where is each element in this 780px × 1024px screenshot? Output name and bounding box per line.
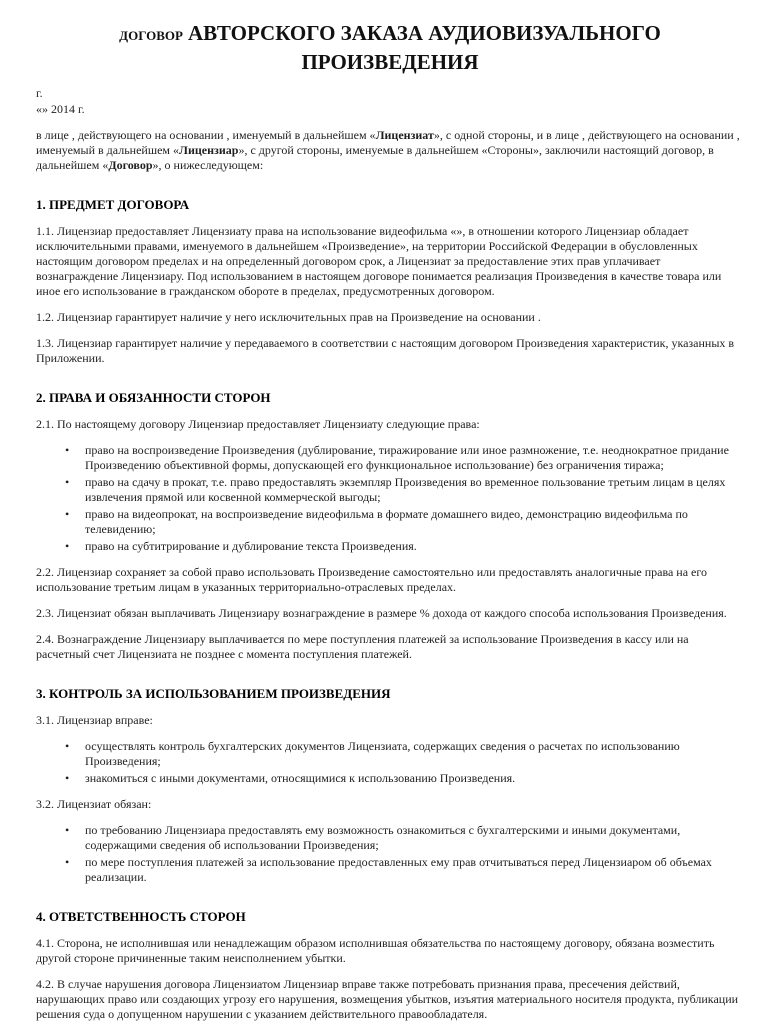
clause-paragraph: 2.4. Вознаграждение Лицензиару выплачивается по мере поступления платежей за использование Произведения в кассу или на расчетный счет Лицензиата не позднее с момента поступления платежей. (36, 632, 689, 661)
intro-text-run: в лице , действующего на основании , именуемый в дальнейшем « (36, 128, 376, 142)
list-item (36, 823, 744, 853)
clause-list (36, 739, 744, 786)
clause-paragraph: 4.2. В случае нарушения договора Лицензиатом Лицензиар вправе также потребовать признания права, пресечения действий, нарушающих право или создающих угрозу его нарушения, возмещения убытков, изъятия материального носителя продукта, публикации решения суда о допущенном нарушении с указанием действительного правообладателя. (36, 977, 739, 1021)
intro-text-run: », о нижеследующем: (152, 158, 264, 172)
clause-paragraph: 1.3. Лицензиар гарантирует наличие у передаваемого в соответствии с настоящим договором Произведения характеристик, указанных в Приложении. (36, 336, 735, 365)
list-item (36, 475, 744, 505)
bullet-icon: • (65, 855, 70, 869)
clause-paragraph: 3.1. Лицензиар вправе: (36, 713, 153, 727)
city-line: г. (36, 86, 43, 100)
list-item (36, 507, 744, 537)
list-item-text: право на субтитрирование и дублирование текста Произведения. (85, 539, 417, 553)
bullet-icon: • (65, 507, 70, 521)
clause-paragraph: 1.1. Лицензиар предоставляет Лицензиату права на использование видеофильма «», в отношении которого Лицензиар обладает исключительными правами, именуемого в дальнейшем «Произведение», на территории Российской Федерации в обусловленных настоящим договором пределах и на определенный договором срок, а Лицензиат за предоставление этих прав уплачивает вознаграждение Лицензиару. Под использованием в настоящем договоре понимается реализация Произведения в качестве товара или иное его использование в гражданском обороте в пределах, предусмотренных договором. (36, 224, 722, 298)
list-item (36, 855, 744, 885)
clause-paragraph: 2.1. По настоящему договору Лицензиар предоставляет Лицензиату следующие права: (36, 417, 480, 431)
bullet-icon: • (65, 475, 70, 489)
intro-text-run: », с одной стороны, и в лице , действующего на основании , именуемый в дальнейшем « (36, 128, 740, 157)
section-heading: 1. ПРЕДМЕТ ДОГОВОРА (36, 197, 190, 212)
document-sections (36, 197, 744, 1022)
list-item (36, 443, 744, 473)
defined-term: Лицензиат (375, 128, 434, 142)
clause-paragraph: 1.2. Лицензиар гарантирует наличие у него исключительных прав на Произведение на основании . (36, 310, 541, 324)
bullet-icon: • (65, 771, 70, 785)
bullet-icon: • (65, 739, 70, 753)
section-heading: 2. ПРАВА И ОБЯЗАННОСТИ СТОРОН (36, 390, 271, 405)
bullet-icon: • (65, 443, 70, 457)
date-line: «» 2014 г. (36, 102, 85, 116)
list-item-text: по мере поступления платежей за использование предоставленных ему прав отчитываться перед Лицензиаром об объемах реализации. (85, 855, 712, 884)
document-title (65, 20, 715, 75)
list-item-text: знакомиться с иными документами, относящимися к использованию Произведения. (85, 771, 516, 785)
list-item-text: право на видеопрокат, на воспроизведение видеофильма в формате домашнего видео, демонстрацию видеофильма по телевидению; (85, 507, 688, 536)
bullet-icon: • (65, 539, 70, 553)
list-item-text: право на воспроизведение Произведения (дублирование, тиражирование или иное размножение, т.е. неоднократное придание Произведению объективной формы, допускающей его функциональное использование) без ограничения тиража; (85, 443, 729, 472)
list-item-text: по требованию Лицензиара предоставлять ему возможность ознакомиться с бухгалтерскими и иными документами, содержащими сведения об использовании Произведения; (85, 823, 681, 852)
list-item (36, 771, 744, 786)
intro-text-run: », с другой стороны, именуемые в дальнейшем «Стороны», заключили настоящий договор, в дальнейшем « (36, 143, 714, 172)
document-title-main: АВТОРСКОГО ЗАКАЗА АУДИОВИЗУАЛЬНОГО ПРОИЗВЕДЕНИЯ (187, 21, 661, 74)
clause-list (36, 823, 744, 885)
clause-paragraph: 4.1. Сторона, не исполнившая или ненадлежащим образом исполнившая обязательства по настоящему договору, обязана возместить другой стороне причиненные таким неисполнением убытки. (36, 936, 715, 965)
clause-paragraph: 3.2. Лицензиат обязан: (36, 797, 152, 811)
section-heading: 3. КОНТРОЛЬ ЗА ИСПОЛЬЗОВАНИЕМ ПРОИЗВЕДЕНИЯ (36, 686, 391, 701)
list-item-text: осуществлять контроль бухгалтерских документов Лицензиата, содержащих сведения о расчетах по использованию Произведения; (85, 739, 680, 768)
list-item (36, 739, 744, 769)
list-item-text: право на сдачу в прокат, т.е. право предоставлять экземпляр Произведения во временное пользование третьим лицам в целях извлечения прямой или косвенной коммерческой выгоды; (85, 475, 726, 504)
intro-paragraph (36, 128, 744, 173)
section-heading: 4. ОТВЕТСТВЕННОСТЬ СТОРОН (36, 909, 246, 924)
clause-list (36, 443, 744, 554)
bullet-icon: • (65, 823, 70, 837)
document-title-prefix: ДОГОВОР (119, 28, 183, 43)
clause-paragraph: 2.3. Лицензиат обязан выплачивать Лицензиару вознаграждение в размере % дохода от каждого способа использования Произведения. (36, 606, 727, 620)
defined-term: Договор (108, 158, 153, 172)
clause-paragraph: 2.2. Лицензиар сохраняет за собой право использовать Произведение самостоятельно или предоставлять аналогичные права на его использование третьим лицам в указанных территориально-отраслевых пределах. (36, 565, 707, 594)
list-item (36, 539, 744, 554)
defined-term: Лицензиар (179, 143, 239, 157)
